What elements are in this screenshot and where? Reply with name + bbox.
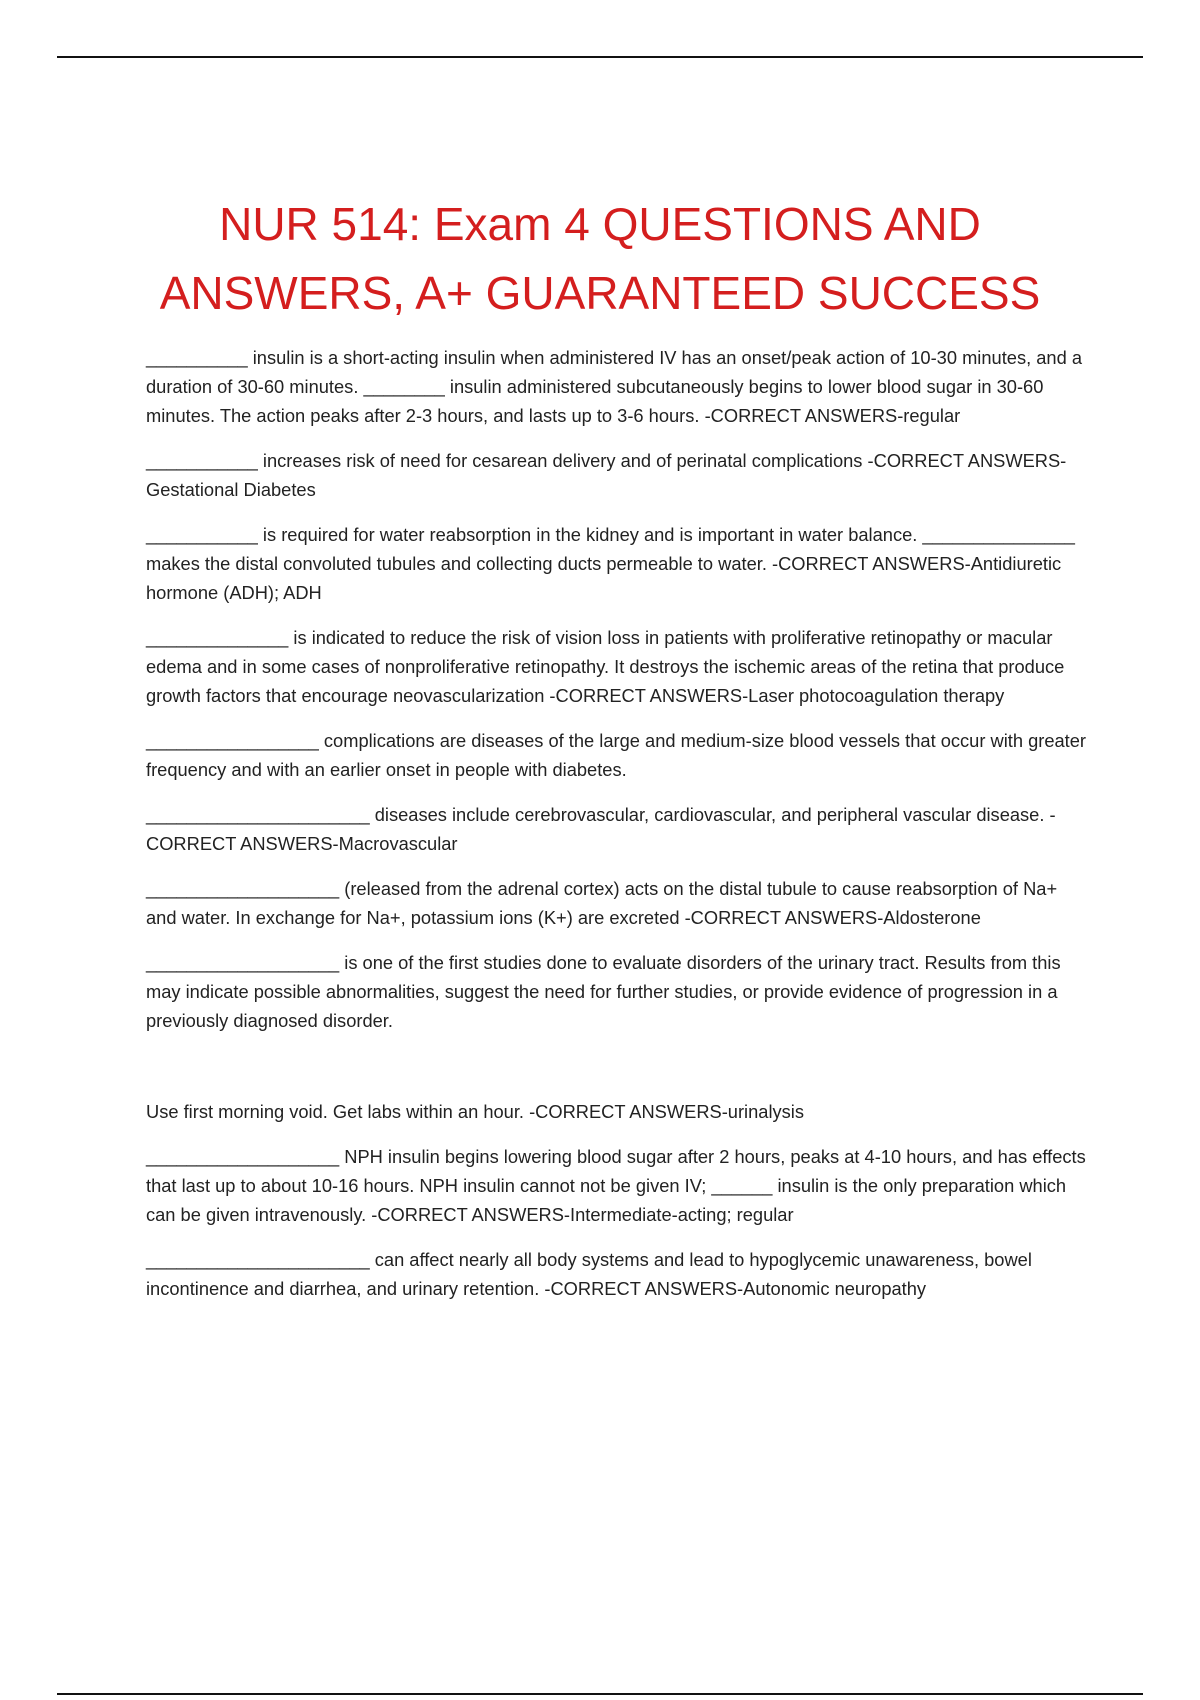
top-rule [57,56,1143,58]
qa-item: ______________________ diseases include cerebrovascular, cardiovascular, and peripheral vascular disease. -CORRECT ANSWERS-Macrovascular [146,804,1056,854]
qa-list [146,343,1091,1319]
title-line-2: ANSWERS, A+ GUARANTEED SUCCESS [159,267,1041,319]
qa-item: __________ insulin is a short-acting insulin when administered IV has an onset/peak action of 10-30 minutes, and a duration of 30-60 minutes. ________ insulin administered subcutaneously begins to lower blood sugar in 30-60 minutes. The action peaks after 2-3 hours, and lasts up to 3-6 hours. -CORRECT ANSWERS-regular [146,347,1082,426]
qa-item: Use first morning void. Get labs within an hour. -CORRECT ANSWERS-urinalysis [146,1101,804,1122]
qa-item: _________________ complications are diseases of the large and medium-size blood vessels that occur with greater frequency and with an earlier onset in people with diabetes. [146,730,1087,780]
qa-item: ___________________ (released from the adrenal cortex) acts on the distal tubule to cause reabsorption of Na+ and water. In exchange for Na+, potassium ions (K+) are excreted -CORRECT ANSWERS-Aldosterone [146,878,1058,928]
title-line-1: NUR 514: Exam 4 QUESTIONS AND [219,198,981,250]
bottom-rule [57,1693,1143,1695]
qa-item: ______________ is indicated to reduce the risk of vision loss in patients with proliferative retinopathy or macular edema and in some cases of nonproliferative retinopathy. It destroys the ischemic areas of the retina that produce growth factors that encourage neovascularization -CORRECT ANSWERS-Laser photocoagulation therapy [146,627,1065,706]
qa-item: ___________ is required for water reabsorption in the kidney and is important in water balance. _______________ makes the distal convoluted tubules and collecting ducts permeable to water. -CORRECT ANSWERS-Antidiuretic hormone (ADH); ADH [146,524,1075,603]
qa-item: ___________________ NPH insulin begins lowering blood sugar after 2 hours, peaks at 4-10 hours, and has effects that last up to about 10-16 hours. NPH insulin cannot not be given IV; ______ insulin is the only preparation which can be given intravenously. -CORRECT ANSWERS-Intermediate-acting; regular [146,1146,1086,1225]
qa-item: ___________________ is one of the first studies done to evaluate disorders of the urinary tract. Results from this may indicate possible abnormalities, suggest the need for further studies, or provide evidence of progression in a previously diagnosed disorder. [146,952,1061,1031]
qa-item: ___________ increases risk of need for cesarean delivery and of perinatal complications -CORRECT ANSWERS-Gestational Diabetes [146,450,1067,500]
qa-item: ______________________ can affect nearly all body systems and lead to hypoglycemic unawareness, bowel incontinence and diarrhea, and urinary retention. -CORRECT ANSWERS-Autonomic neuropathy [146,1249,1032,1299]
document-title [100,190,1100,328]
